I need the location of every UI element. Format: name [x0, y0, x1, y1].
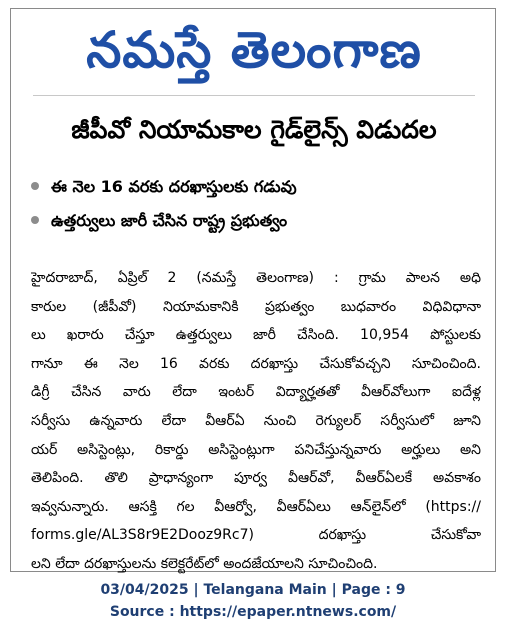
article-body	[31, 264, 481, 579]
bullet-dot-icon	[31, 216, 39, 224]
body-line: తెలిపింది. తొలి ప్రాధాన్యంగా పూర్వ వీఆర్‌వో, వీఆర్‌ఏలకే అవకాశం	[31, 470, 481, 487]
body-line: డిగ్రీ చేసిన వారు లేదా ఇంటర్ విద్యార్హతతో వీఆర్‌వోలుగా ఐదేళ్ల	[31, 384, 481, 401]
article-headline: జీపీవో నియామకాల గైడ్‌లైన్స్ విడుదల	[71, 115, 437, 144]
highlight-text: ఈ నెల 16 వరకు దరఖాస్తులకు గడువు	[51, 177, 297, 196]
highlight-item	[29, 170, 479, 204]
body-line: కారుల (జీపీవో) నియామకానికి ప్రభుత్వం బుధవారం విధివిధానా	[31, 298, 481, 315]
article-highlights	[29, 170, 479, 238]
highlight-text: ఉత్తర్వులు జారీ చేసిన రాష్ట్ర ప్రభుత్వం	[51, 211, 288, 230]
masthead-divider	[33, 95, 475, 96]
body-line: forms.gle/AL3S8r9E2Dooz9Rc7) దరఖాస్తు చేసుకోవా	[31, 527, 481, 544]
clipping-date-edition: 03/04/2025 | Telangana Main | Page : 9	[100, 582, 406, 598]
clipping-source: Source : https://epaper.ntnews.com/	[109, 604, 397, 620]
body-line: గానూ ఈ నెల 16 వరకు దరఖాస్తు చేసుకోవచ్చని సూచించింది.	[31, 355, 481, 372]
newspaper-masthead: నమస్తే తెలంగాణ	[86, 20, 422, 79]
body-line: యర్ అసిస్టెంట్లు, రికార్డు అసిస్టెంట్లుగా పనిచేస్తున్నవారు అర్హులు అని	[31, 441, 481, 458]
bullet-dot-icon	[31, 182, 39, 190]
highlight-item	[29, 204, 479, 238]
body-line: లని లేదా దరఖాస్తులను కలెక్టరేట్‌లో అందజేయాలని సూచించింది.	[31, 555, 378, 572]
body-line: సర్వీసు ఉన్నవారు లేదా వీఆర్‌ఏ నుంచి రెగ్యులర్ సర్వీసులో జూని	[31, 412, 481, 429]
news-clipping	[10, 8, 496, 572]
body-line: హైదరాబాద్, ఏప్రిల్ 2 (నమస్తే తెలంగాణ) : గ్రామ పాలన అధి	[31, 270, 481, 286]
body-line: ఇవ్వనున్నారు. ఆసక్తి గల వీఆర్వో, వీఆర్‌ఏలు ఆన్‌లైన్‌లో (https://	[31, 498, 481, 515]
body-line: లు ఖరారు చేస్తూ ఉత్తర్వులు జారీ చేసింది. 10,954 పోస్టులకు	[31, 327, 481, 344]
